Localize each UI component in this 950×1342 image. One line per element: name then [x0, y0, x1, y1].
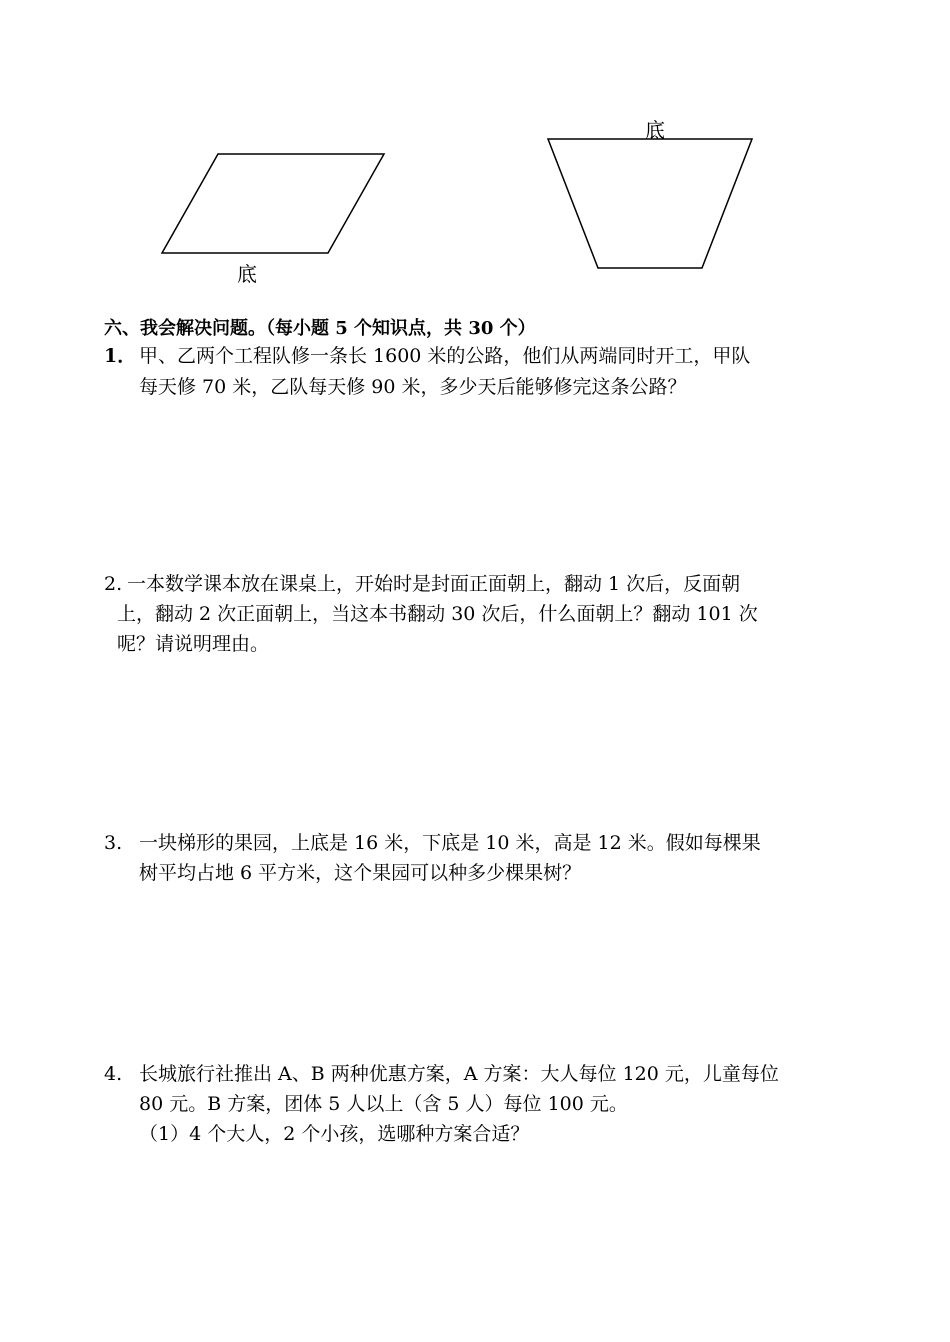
- question-text: 树平均占地 6 平方米，这个果园可以种多少棵果树？: [139, 862, 582, 884]
- question-text: 80 元。B 方案，团体 5 人以上（含 5 人）每位 100 元。: [139, 1093, 628, 1115]
- question-2-first-line: [104, 569, 740, 599]
- question-3-first-line: [104, 828, 761, 858]
- question-number: 4.: [104, 1063, 123, 1085]
- parallelogram-base-label: 底: [237, 262, 257, 286]
- geometry-figures: [0, 0, 950, 300]
- question-subquestion: （1）4 个大人，2 个小孩，选哪种方案合适？: [139, 1123, 530, 1145]
- question-text: 一本数学课本放在课桌上，开始时是封面正面朝上，翻动 1 次后，反面朝: [127, 573, 741, 595]
- section-title: 六、我会解决问题。（每小题 5 个知识点，共 30 个）: [104, 318, 536, 339]
- question-4-first-line: [104, 1059, 779, 1089]
- question-text: 甲、乙两个工程队修一条长 1600 米的公路，他们从两端同时开工，甲队: [139, 345, 751, 367]
- question-number: 1．: [104, 345, 137, 367]
- question-number: 3.: [104, 832, 123, 854]
- question-number: 2.: [104, 573, 123, 595]
- question-text: 长城旅行社推出 A、B 两种优惠方案，A 方案：大人每位 120 元，儿童每位: [139, 1063, 779, 1085]
- question-text: 呢？请说明理由。: [117, 633, 270, 655]
- question-text: 一块梯形的果园，上底是 16 米，下底是 10 米，高是 12 米。假如每棵果: [139, 832, 761, 854]
- question-text: 上，翻动 2 次正面朝上，当这本书翻动 30 次后，什么面朝上？翻动 101 次: [117, 603, 758, 625]
- question-1-first-line: [104, 341, 750, 371]
- parallelogram-shape: [162, 154, 384, 253]
- trapezoid-base-label: 底: [645, 118, 665, 142]
- question-text: 每天修 70 米，乙队每天修 90 米，多少天后能够修完这条公路？: [139, 376, 687, 398]
- trapezoid-shape: [548, 139, 752, 268]
